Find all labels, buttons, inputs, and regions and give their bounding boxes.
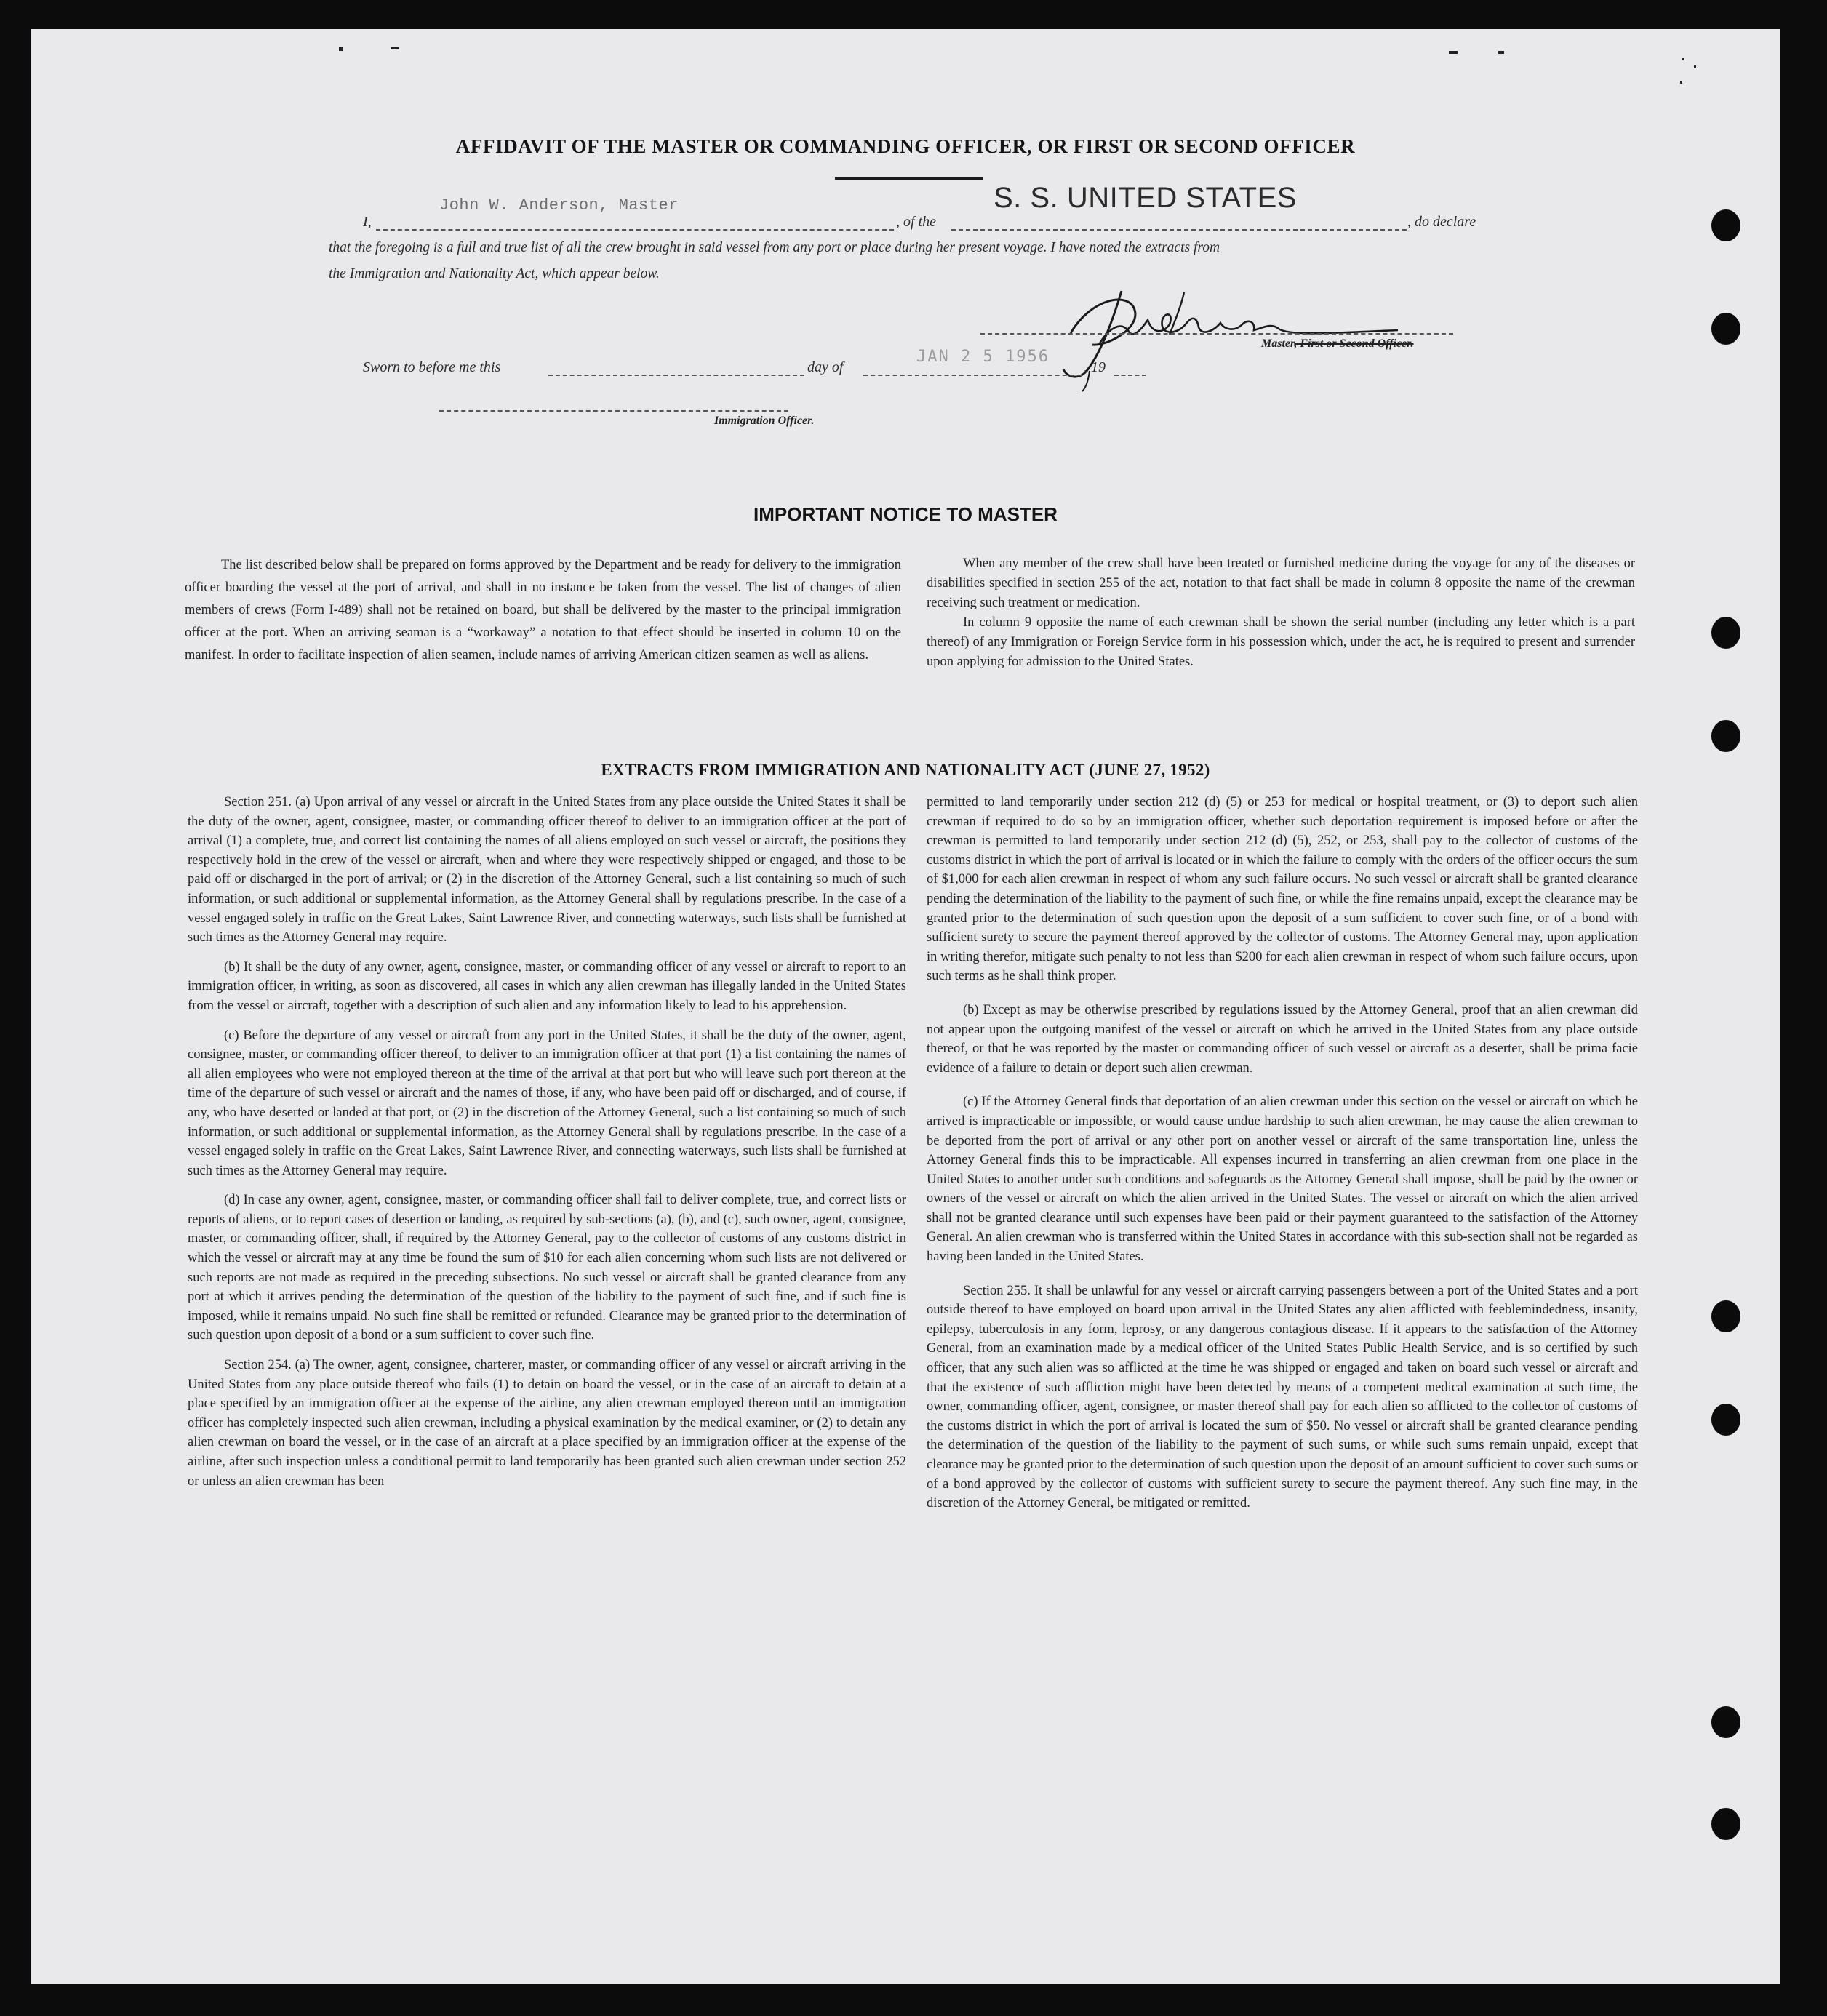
extracts-right-column	[927, 793, 1638, 1513]
binder-hole	[1711, 1300, 1740, 1332]
signature-caption-struck: , First or Second Officer.	[1294, 337, 1414, 350]
signature-line	[980, 333, 1453, 335]
scan-speck	[1682, 58, 1684, 60]
declarant-name: John W. Anderson, Master	[439, 196, 679, 215]
signature-caption	[1261, 337, 1414, 351]
affidavit-body-line-1: that the foregoing is a full and true list of all the crew brought in said vessel from any port or place during her present voyage. I have noted the extracts from	[329, 240, 1220, 255]
notice-title: IMPORTANT NOTICE TO MASTER	[753, 503, 1058, 525]
day-of-label: day of	[807, 359, 844, 375]
notice-left-text: The list described below shall be prepared on forms approved by the Department and be ready for delivery to the immigration officer boarding the vessel at the port of arrival, and shall in no instance be taken from the vessel. The list of changes of alien members of crews (Form I-489) shall not be retained on board, but shall be delivered by the master to the principal immigration officer at the port. When an arriving seaman is a “workaway” a notation to that effect should be inserted in column 10 on the manifest. In order to facilitate inspection of alien seamen, include names of arriving American citizen seamen as well as aliens.	[185, 558, 901, 663]
section-251-c: (c) Before the departure of any vessel or aircraft from any port in the United States, it shall be the duty of the owner, agent, consignee, master, or commanding officer thereof, to deliver to an immigration officer at that port (1) a list containing the names of all alien employees who were not employed thereon at the time of the arrival at that port but who will leave such port thereon at the time of the departure of such vessel or aircraft and the names of those, if any, who have been paid off or discharged, and of course, if any, who have deserted or landed at that port, or (2) in the discretion of the Attorney General, such a list containing so much of such information, or such additional or supplemental information, as the Attorney General shall by regulations prescribe. In the case of a vessel engaged solely in traffic on the Great Lakes, Saint Lawrence River, and connecting waterways, such lists shall be furnished at such times as the Attorney General may require.	[188, 1028, 906, 1178]
section-254-a: Section 254. (a) The owner, agent, consignee, charterer, master, or commanding officer of any vessel or aircraft arriving in the United States from any place outside thereof who fails (1) to detain on board the vessel, or in the case of an aircraft to detain at a place specified by an immigration officer at the expense of the airline, any alien crewman employed thereon until an immigration officer has completely inspected such alien crewman, including a physical examination by the medical examiner, or (2) to detain any alien crewman on board the vessel, or in the case of an aircraft at a place specified by an immigration officer at the expense of the airline, after such inspection unless a conditional permit to land temporarily has been granted such alien crewman under section 252 or unless an alien crewman has been	[188, 1358, 906, 1489]
title-rule	[835, 177, 983, 180]
declarant-line	[376, 229, 894, 231]
sworn-month-line	[863, 375, 1082, 376]
officer-caption: Immigration Officer.	[714, 415, 815, 427]
binder-hole	[1711, 1706, 1740, 1738]
declare-label: , do declare	[1407, 214, 1476, 230]
vessel-line	[951, 229, 1407, 231]
year-line	[1114, 375, 1146, 376]
notice-right-column	[927, 554, 1635, 672]
notice-right-p1: When any member of the crew shall have been treated or furnished medicine during the voyage for any of the diseases or disabilities specified in section 255 of the act, notation to that fact shall be made in column 8 opposite the name of the crewman receiving such treatment or medication.	[927, 556, 1635, 610]
section-251-b: (b) It shall be the duty of any owner, agent, consignee, master, or commanding officer of any vessel or aircraft to report to an immigration officer, in writing, as soon as discovered, all cases in which any alien crewman has illegally landed in the United States from the vessel or aircraft, together with a description of such alien and any information likely to lead to his apprehension.	[188, 959, 906, 1013]
binder-hole	[1711, 720, 1740, 752]
scan-speck	[1694, 65, 1696, 68]
binder-hole	[1711, 209, 1740, 241]
date-stamp: JAN 2 5 1956	[916, 348, 1050, 366]
sworn-day-line	[548, 375, 804, 376]
section-251-a: Section 251. (a) Upon arrival of any vessel or aircraft in the United States from any place outside the United States it shall be the duty of the owner, agent, consignee, master, or commanding officer thereof to deliver to an immigration officer at the port of arrival (1) a complete, true, and correct list containing the names of all aliens employed on such vessel or aircraft, the positions they respectively hold in the crew of the vessel or aircraft, when and where they were respectively shipped or engaged, and those to be paid off or discharged in the port of arrival; or (2) in the discretion of the Attorney General, such a list containing so much of such information, or such additional or supplemental information, as the Attorney General shall by regulations prescribe. In the case of a vessel engaged solely in traffic on the Great Lakes, Saint Lawrence River, and connecting waterways, such lists shall be furnished at such times as the Attorney General may require.	[188, 795, 906, 945]
notice-left-column	[185, 554, 901, 667]
affidavit-title: AFFIDAVIT OF THE MASTER OR COMMANDING OFFICER, OR FIRST OR SECOND OFFICER	[455, 135, 1356, 157]
notice-right-p2: In column 9 opposite the name of each crewman shall be shown the serial number (including any letter which is a part thereof) of any Immigration or Foreign Service form in his possession which, under the act, he is required to present and surrender upon applying for admission to the United States.	[927, 615, 1635, 669]
officer-line	[439, 410, 788, 412]
section-254-a-continued: permitted to land temporarily under section 212 (d) (5) or 253 for medical or hospital treatment, or (3) to deport such alien crewman if required to do so by an immigration officer, whether such deportation requirement is imposed before or after the crewman is permitted to land temporarily under section 212 (d) (5), 252, or 253, shall pay to the collector of customs of the customs district in which the port of arrival is located or in which the failure to comply with the orders of the officer occurs the sum of $1,000 for each alien crewman in respect of whom any such failure occurs. No such vessel or aircraft shall be granted clearance pending the determination of the liability to the payment of such fine, or while the fine remains unpaid, except the clearance may be granted prior to the determination of such question upon the deposit of a sum sufficient to cover such fine, or of a bond with sufficient surety to secure the payment thereof approved by the collector of customs. The Attorney General may, upon application in writing therefor, mitigate such penalty to not less than $200 for each alien crewman in respect of whom such failure occurs, upon such terms as he shall think proper.	[927, 795, 1638, 984]
of-the-label: , of the	[896, 214, 936, 230]
section-251-d: (d) In case any owner, agent, consignee, master, or commanding officer shall fail to deliver complete, true, and correct lists or reports of aliens, or to report cases of desertion or landing, as required by sub-sections (a), (b), and (c), such owner, agent, consignee, master, or commanding officer, shall, if required by the Attorney General, pay to the collector of customs of any customs district in which the vessel or aircraft may at any time be found the sum of $10 for each alien concerning whom such lists are not delivered or such reports are not made as required in the preceding subsections. No such vessel or aircraft shall be granted clearance from any port at which it arrives pending the determination of the question of the liability to the payment of such fine, and if such fine is imposed, while it remains unpaid. No such fine shall be remitted or refunded. Clearance may be granted prior to the determination of such question upon deposit of a bond or a sum sufficient to cover such fine.	[188, 1193, 906, 1343]
scan-speck	[391, 47, 399, 49]
sworn-label: Sworn to before me this	[363, 359, 501, 375]
binder-hole	[1711, 1404, 1740, 1436]
section-255: Section 255. It shall be unlawful for any vessel or aircraft carrying passengers between a port of the United States and a port outside thereof to have employed on board upon arrival in the United States any alien afflicted with feeblemindedness, insanity, epilepsy, tuberculosis in any form, leprosy, or any dangerous contagious disease. If it appears to the satisfaction of the Attorney General, from an examination made by a medical officer of the United States Public Health Service, and is so certified by such officer, that any such alien was so afflicted at the time he was shipped or engaged and taken on board such vessel or aircraft and that the existence of such affliction might have been detected by means of a competent medical examination at such time, the owner, commanding officer, agent, consignee, or master thereof shall pay for each alien so afflicted to the collector of customs of the customs district in which the port of arrival is located the sum of $50. No vessel or aircraft shall be granted clearance pending the determination of the question of the liability to the payment of such sums, or while such sums remain unpaid, except that clearance may be granted prior to the determination of such question upon the deposit of an amount sufficient to cover such sums or of a bond approved by the collector of customs with sufficient surety to secure the payment thereof. Any such fine may, in the discretion of the Attorney General, be mitigated or remitted.	[927, 1283, 1638, 1511]
declarant-prefix: I,	[363, 214, 372, 230]
section-254-c: (c) If the Attorney General finds that deportation of an alien crewman under this section on the vessel or aircraft on which he arrived is impracticable or impossible, or would cause undue hardship to such alien crewman, he may cause the alien crewman to be deported from the port of arrival or any other port on another vessel or aircraft of the same transportation line, unless the Attorney General finds this to be impracticable. All expenses incurred in transferring an alien crewman from one place in the United States to another under such conditions and safeguards as the Attorney General shall impose, shall be paid by the owner or owners of the vessel or aircraft on which the alien arrived in the United States. The vessel or aircraft on which the alien arrived shall not be granted clearance until such expenses have been paid or their payment guaranteed to the satisfaction of the Attorney General. An alien crewman who is transferred within the United States in accordance with this sub-section shall not be regarded as having been landed in the United States.	[927, 1095, 1638, 1265]
affidavit-body-line-2: the Immigration and Nationality Act, which appear below.	[329, 266, 660, 281]
binder-hole	[1711, 617, 1740, 649]
binder-hole	[1711, 313, 1740, 345]
scan-speck	[1498, 51, 1504, 54]
scan-speck	[1680, 81, 1682, 84]
extracts-title: EXTRACTS FROM IMMIGRATION AND NATIONALITY ACT (JUNE 27, 1952)	[601, 761, 1210, 779]
scan-speck	[339, 47, 343, 51]
year-label: , 19	[1084, 359, 1106, 375]
section-254-b: (b) Except as may be otherwise prescribed by regulations issued by the Attorney General, proof that an alien crewman did not appear upon the outgoing manifest of the vessel or aircraft on which he arrived in the United States from any place outside thereof, or that he was reported by the master or commanding officer of such vessel or aircraft as a deserter, shall be prima facie evidence of a failure to detain or deport such alien crewman.	[927, 1002, 1638, 1076]
extracts-left-column	[188, 793, 906, 1491]
binder-hole	[1711, 1808, 1740, 1840]
signature-caption-master: Master	[1261, 337, 1295, 350]
scan-speck	[1449, 51, 1458, 54]
vessel-name: S. S. UNITED STATES	[994, 182, 1297, 214]
document-page	[31, 29, 1780, 1984]
